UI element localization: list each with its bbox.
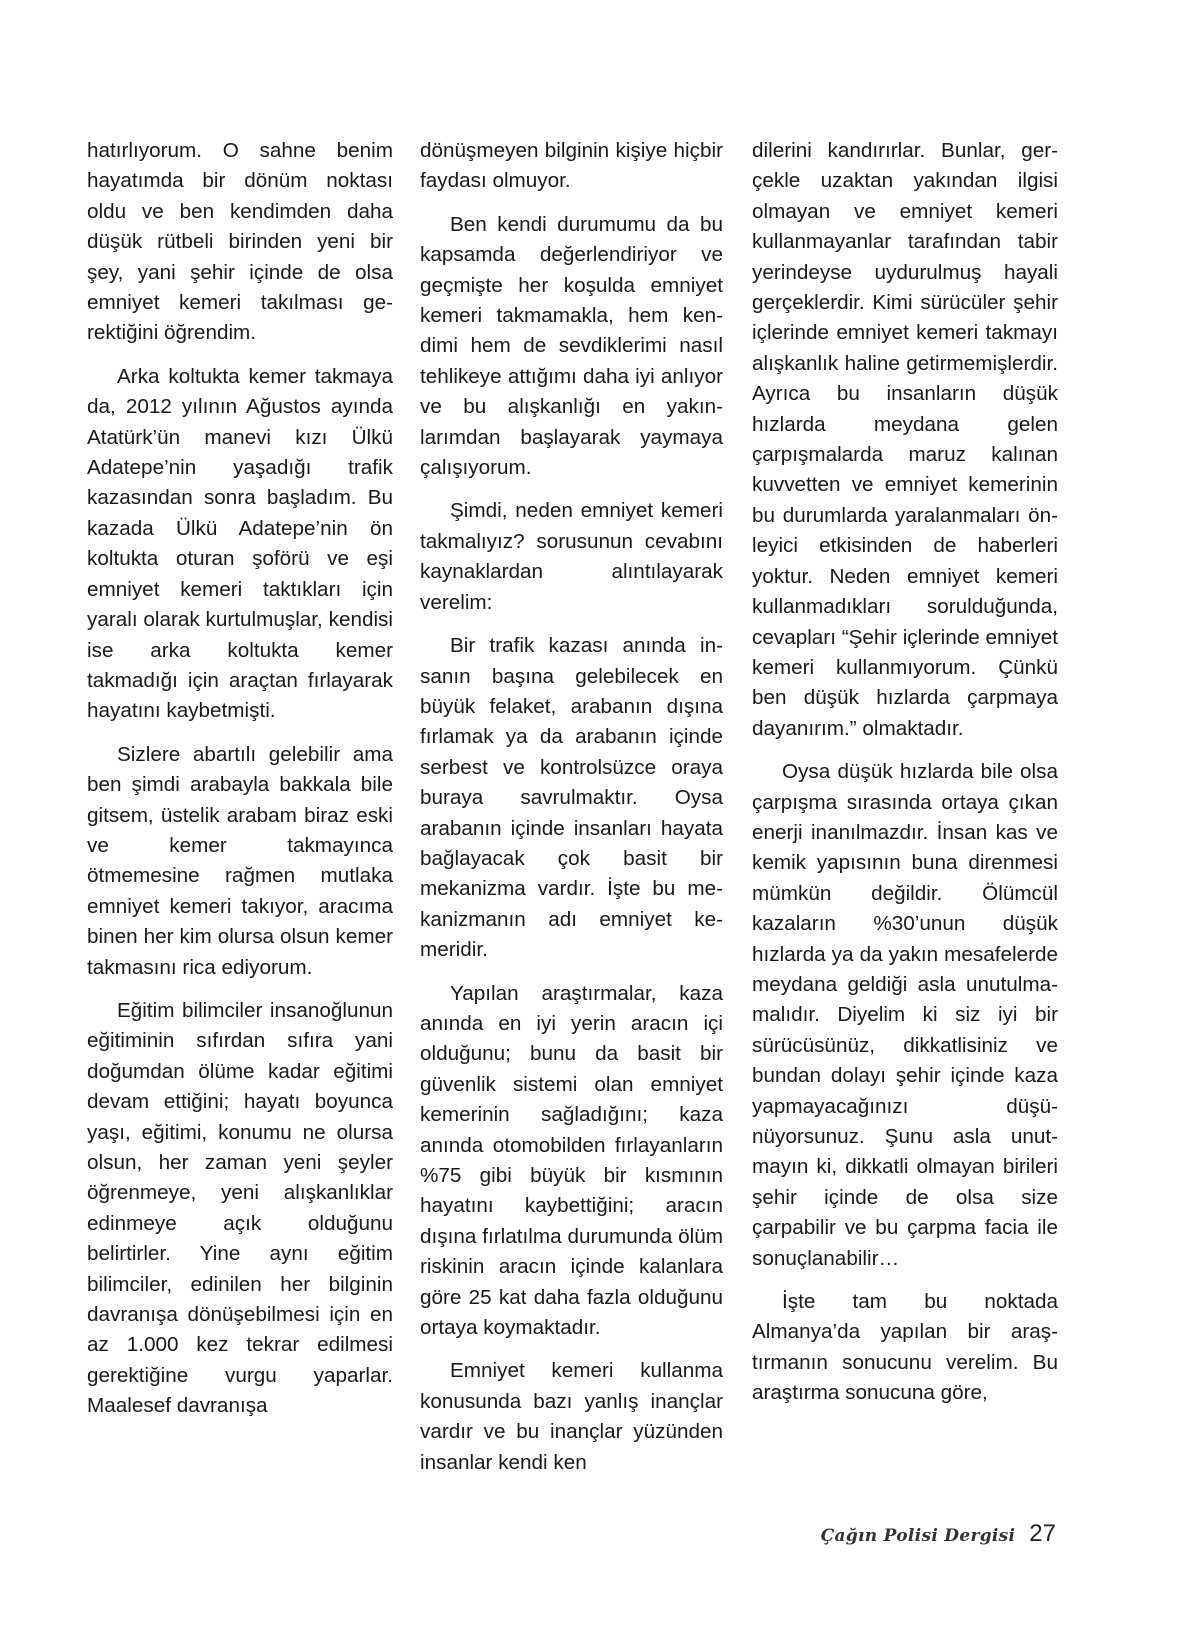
paragraph: dönüşmeyen bilginin kişiye hiçbir faydası olmuyor. xyxy=(420,139,723,193)
page-number: 27 xyxy=(1029,1520,1056,1547)
paragraph: Bir trafik kazası anında insanın başına gelebilecek en büyük felaket, arabanın dışına fırlamak ya da arabanın içinde serbest ve kontrolsüzce oraya buraya savrulmaktır. Oysa arabanın içinde insanları hayata bağlayacak çok basit bir mekanizma vardır. İşte bu mekanizmanın adı emniyet kemeridir. xyxy=(420,634,723,962)
paragraph: dilerini kandırırlar. Bunlar, gerçekle uzaktan yakından ilgisi olmayan ve emniyet kemeri kullanmayanlar tarafından tabir yerindeyse uydurulmuş hayali gerçeklerdir. Kimi sürücüler şehir içlerinde emniyet kemeri takmayı alışkanlık haline getirmemişlerdir. Ayrıca bu insanların düşük hızlarda meydana gelen çarpışmalarda maruz kalınan kuvvetten ve emniyet kemerinin bu durumlarda yaralanmaları önleyici etkisinden de haberleri yoktur. Neden emniyet kemeri kullanmadıkları sorulduğunda, cevapları “Şehir içlerinde emniyet kemeri kullanmıyorum. Çünkü ben düşük hızlarda çarpmaya dayanırım.” olmaktadır. xyxy=(752,139,1058,740)
text-column-3 xyxy=(752,136,1058,1409)
text-column-1 xyxy=(87,136,393,1422)
paragraph: Oysa düşük hızlarda bile olsa çarpışma sırasında ortaya çıkan enerji inanılmazdır. İnsan kas ve kemik yapısının buna direnmesi mümkün değildir. Ölümcül kazaların %30’unun düşük hızlarda ya da yakın mesafelerde meydana geldiği asla unutulmamalıdır. Diyelim ki siz iyi bir sürücüsünüz, dikkatlisiniz ve bundan dolayı şehir içinde kaza yapmayacağınızı düşünüyorsunuz. Şunu asla unutmayın ki, dikkatli olmayan birileri şehir içinde de olsa size çarpabilir ve bu çarpma facia ile sonuçlanabilir… xyxy=(752,760,1058,1270)
paragraph: Eğitim bilimciler insanoğlunun eğitiminin sıfırdan sıfıra yani doğumdan ölüme kadar eğitimi devam ettiğini; hayatı boyunca yaşı, eğitimi, konumu ne olursa olsun, her zaman yeni şeyler öğrenmeye, yeni alışkanlıklar edinmeye açık olduğunu belirtirler. Yine aynı eğitim bilimciler, edinilen her bilginin davranışa dönüşebilmesi için en az 1.000 kez tekrar edilmesi gerektiğine vurgu yaparlar. Maalesef davranışa xyxy=(87,998,393,1418)
paragraph: Yapılan araştırmalar, kaza anında en iyi yerin aracın içi olduğunu; bunu da basit bir güvenlik sistemi olan emniyet kemerinin sağladığını; kaza anında otomobilden fırlayanların %75 gibi büyük bir kısmının hayatını kaybettiğini; aracın dışına fırlatılma durumunda ölüm riskinin aracın içinde kalanlara göre 25 kat daha fazla olduğunu ortaya koymaktadır. xyxy=(420,981,723,1340)
paragraph: Arka koltukta kemer takmaya da, 2012 yılının Ağustos ayında Atatürk’ün manevi kızı Ülkü Adatepe’nin yaşadığı trafik kazasından sonra başladım. Bu kazada Ülkü Adatepe’nin ön koltukta oturan şoförü ve eşi emniyet kemeri taktıkları için yaralı olarak kurtulmuşlar, kendisi ise arka koltukta kemer takmadığı için araçtan fırlayarak hayatını kaybetmişti. xyxy=(87,364,393,723)
page-footer xyxy=(821,1520,1056,1548)
magazine-name: Çağın Polisi Dergisi xyxy=(820,1526,1016,1546)
text-column-2 xyxy=(420,136,723,1478)
paragraph: Sizlere abartılı gelebilir ama ben şimdi arabayla bakkala bile gitsem, üstelik arabam biraz eski ve kemer takmayınca ötmemesine rağmen mutlaka emniyet kemeri takıyor, aracıma binen her kim olursa olsun kemer takmasını rica ediyorum. xyxy=(87,742,393,979)
paragraph: Şimdi, neden emniyet kemeri takmalıyız? sorusunun cevabını kaynaklardan alıntılayarak verelim: xyxy=(420,499,723,614)
paragraph: İşte tam bu noktada Almanya’da yapılan bir araştırmanın sonucunu verelim. Bu araştırma sonucuna göre, xyxy=(752,1290,1058,1405)
paragraph: hatırlıyorum. O sahne benim hayatımda bir dönüm noktası oldu ve ben kendimden daha düşük rütbeli birinden yeni bir şey, yani şehir içinde de olsa emniyet kemeri takılması gerektiğini öğrendim. xyxy=(87,139,393,345)
paragraph: Emniyet kemeri kullanma konusunda bazı yanlış inançlar vardır ve bu inançlar yüzünden insanlar kendi ken xyxy=(420,1359,723,1474)
paragraph: Ben kendi durumumu da bu kapsamda değerlendiriyor ve geçmişte her koşulda emniyet kemeri takmamakla, hem kendimi hem de sevdiklerimi nasıl tehlikeye attığımı daha iyi anlıyor ve bu alışkanlığı en yakınlarımdan başlayarak yaymaya çalışıyorum. xyxy=(420,212,723,480)
